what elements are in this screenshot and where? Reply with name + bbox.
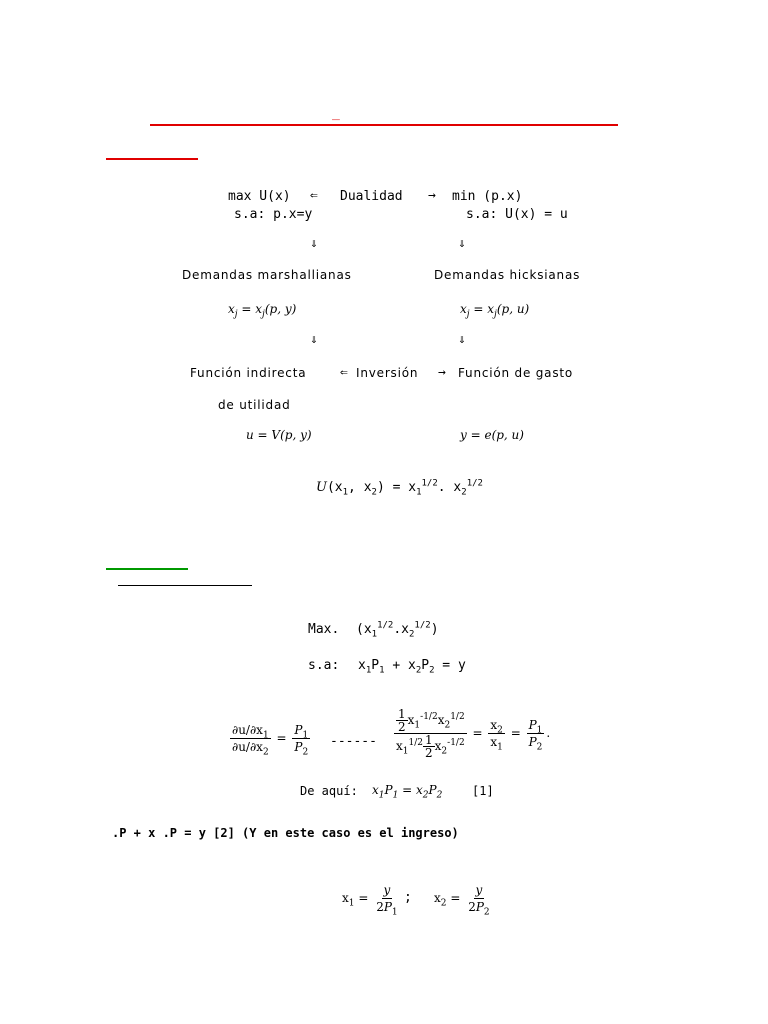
down-arrow-right-1: ⇓ — [458, 236, 466, 251]
min-expenditure-problem: min (p.x) — [452, 189, 523, 204]
indirect-utility-function: u = V(p, y) — [246, 428, 312, 442]
budget-equation: .P + x .P = y [2] (Y en este caso es el ingreso) — [112, 826, 459, 840]
max-utility-problem: max U(x) — [228, 189, 291, 204]
foc-expanded: $\frac{1}{2}$ $x_1^{-1/2}x_2^{1/2}$ $x_1^{1/2}$ $\frac{1}{2}$ $x_2^{-1/2}$ = $\frac{x_2}{x_1}$ = $\frac{P_1}{P_2}$ . — [396, 707, 551, 760]
constraint-label: s.a: — [308, 658, 340, 673]
section-subheading-rule — [118, 585, 252, 586]
hicksian-demand-label: Demandas hicksianas — [434, 268, 581, 282]
budget-constraint: $x_1P_1 + x_2P_2 = y$ — [358, 658, 466, 676]
left-constraint: s.a: p.x=y — [234, 207, 313, 222]
demand-x1: $x_1$ = $\frac{y}{2P_1}$ — [342, 883, 398, 918]
max-objective: $(x_1^{1/2}.x_2^{1/2})$ — [356, 620, 439, 640]
right-arrow: → — [428, 188, 436, 203]
expenditure-function: y = e(p, u) — [460, 428, 524, 442]
title-dash: _ — [332, 106, 340, 121]
down-arrow-right-2: ⇓ — [458, 332, 466, 347]
section-heading-rule-red — [106, 158, 198, 160]
equation-tag-1: [1] — [472, 784, 494, 798]
max-label: Max. — [308, 622, 340, 637]
section-heading-rule-green — [106, 568, 188, 570]
inversion-label: Inversión — [356, 366, 419, 380]
utility-label: de utilidad — [218, 398, 291, 412]
duality-label: Dualidad — [340, 189, 403, 204]
de-aqui-label: De aquí: — [300, 784, 358, 798]
right-constraint: s.a: U(x) = u — [466, 207, 568, 222]
title-underline — [150, 124, 618, 126]
down-arrow-left-1: ⇓ — [310, 236, 318, 251]
utility-function: $U(x_1$, $x_2) = x_1^{1/2}$. $x_2^{1/2}$ — [316, 478, 483, 498]
inversion-right-arrow: → — [438, 365, 446, 380]
marshallian-demand-label: Demandas marshallianas — [182, 268, 352, 282]
indirect-function-label: Función indirecta — [190, 366, 307, 380]
expenditure-function-label: Función de gasto — [458, 366, 574, 380]
hicksian-demand-function: $x_j = x_j(p$, u) — [460, 302, 530, 320]
foc-dashes: ------ — [330, 734, 377, 749]
left-arrow: ⇐ — [310, 188, 318, 203]
marshallian-demand-function: $x_j = x_j(p$, y) — [228, 302, 297, 320]
down-arrow-left-2: ⇓ — [310, 332, 318, 347]
marginal-utility-ratio: $\frac{\partial u/\partial x_1}{\partial u/\partial x_2}$ = $\frac{P_1}{P_2}$ — [232, 723, 309, 758]
demand-x2: $x_2$ = $\frac{y}{2P_2}$ — [434, 883, 490, 918]
inversion-left-arrow: ⇐ — [340, 365, 348, 380]
solution-separator: ; — [404, 890, 412, 905]
foc-result: $x_1P_1 = x_2P_2$ — [372, 783, 443, 801]
